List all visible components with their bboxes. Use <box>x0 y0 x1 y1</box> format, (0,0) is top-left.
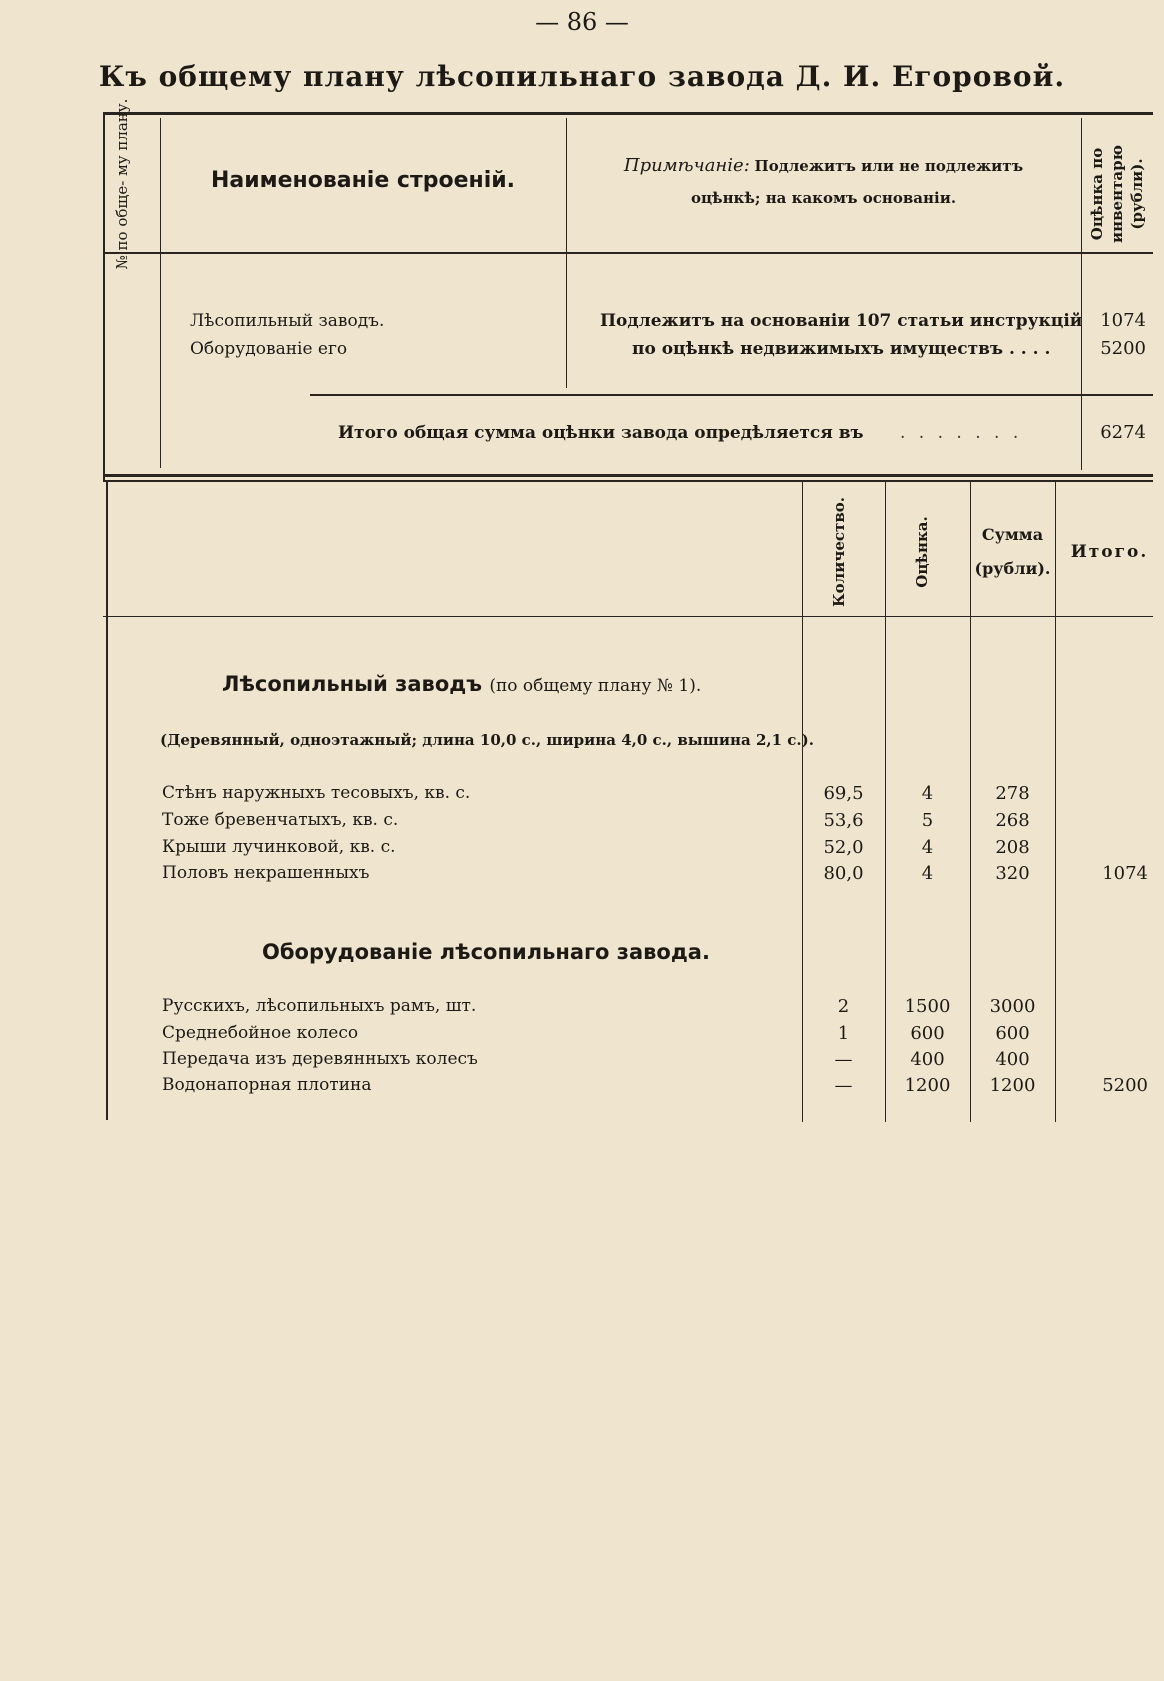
row-sum: 1200 <box>989 1075 1036 1096</box>
row-total: 5200 <box>1102 1075 1148 1096</box>
column-header-rate: Оцѣнка. <box>913 516 931 588</box>
row-sum: 400 <box>995 1049 1030 1070</box>
table-rule <box>103 112 105 480</box>
note-label: Примѣчаніе: <box>623 155 750 176</box>
row-qty: 53,6 <box>823 810 864 831</box>
row-qty: 1 <box>837 1023 850 1044</box>
section-description: (Деревянный, одноэтажный; длина 10,0 с., ширина 4,0 с., вышина 2,1 с.). <box>160 731 814 749</box>
row-label: Тоже бревенчатыхъ, кв. с. <box>162 810 399 830</box>
total-value: 6274 <box>1100 422 1146 443</box>
row-label: Крыши лучинковой, кв. с. <box>162 837 396 857</box>
note-line-2: оцѣнкѣ; на какомъ основаніи. <box>690 189 957 207</box>
table-rule <box>103 252 1153 254</box>
column-header-note <box>566 150 1081 214</box>
row-rate: 4 <box>921 783 934 804</box>
building-value: 1074 <box>1100 310 1146 331</box>
column-header-sum <box>970 518 1055 586</box>
page-title: Къ общему плану лѣсопильнаго завода Д. И. Егоровой. <box>98 60 1066 93</box>
row-rate: 4 <box>921 863 934 884</box>
column-header-total: Итого. <box>1070 542 1149 562</box>
row-sum: 320 <box>995 863 1030 884</box>
sum-header-line-2: (рубли). <box>974 559 1051 578</box>
table-rule <box>106 480 108 1120</box>
row-label: Передача изъ деревянныхъ колесъ <box>162 1049 478 1069</box>
total-label: Итого общая сумма оцѣнки завода опредѣляется въ <box>338 423 864 443</box>
note-line-1: Подлежитъ или не подлежитъ <box>754 157 1024 175</box>
building-name: Оборудованіе его <box>190 339 348 359</box>
table-rule <box>103 112 1153 115</box>
row-sum: 3000 <box>989 996 1036 1017</box>
row-rate: 1500 <box>904 996 951 1017</box>
building-name: Лѣсопильный заводъ. <box>190 311 385 331</box>
row-sum: 600 <box>995 1023 1030 1044</box>
row-label: Русскихъ, лѣсопильныхъ рамъ, шт. <box>162 996 477 1016</box>
note-text: по оцѣнкѣ недвижимыхъ имуществъ . . . . <box>632 339 1051 359</box>
row-label: Половъ некрашенныхъ <box>162 863 370 883</box>
sum-header-line-1: Сумма <box>981 525 1044 544</box>
row-rate: 600 <box>910 1023 945 1044</box>
row-qty: 80,0 <box>823 863 864 884</box>
row-rate: 400 <box>910 1049 945 1070</box>
column-header-value: Оцѣнка по инвентарю (рубли). <box>1088 145 1146 243</box>
row-qty: 2 <box>837 996 850 1017</box>
row-label: Среднебойное колесо <box>162 1023 359 1043</box>
column-header-name: Наименованіе строеній. <box>210 168 516 193</box>
table-rule <box>310 394 1153 396</box>
table-rule <box>1081 118 1082 470</box>
building-value: 5200 <box>1100 338 1146 359</box>
row-label: Стѣнъ наружныхъ тесовыхъ, кв. с. <box>162 783 471 803</box>
row-rate: 4 <box>921 837 934 858</box>
table-rule <box>103 480 1153 482</box>
row-rate: 5 <box>921 810 934 831</box>
column-header-number: № по обще- му плану. <box>113 98 131 270</box>
note-text: Подлежитъ на основаніи 107 статьи инструкцій <box>600 311 1083 331</box>
row-qty: — <box>834 1049 853 1070</box>
row-qty: — <box>834 1075 853 1096</box>
row-qty: 52,0 <box>823 837 864 858</box>
section-title: Оборудованіе лѣсопильнаго завода. <box>262 940 710 964</box>
row-total: 1074 <box>1102 863 1148 884</box>
section-title-text: Лѣсопильный заводъ <box>222 672 483 696</box>
table-rule <box>1055 482 1056 1122</box>
table-rule <box>103 616 1153 617</box>
section-title <box>222 672 701 696</box>
row-label: Водонапорная плотина <box>162 1075 372 1095</box>
column-header-quantity: Количество. <box>830 497 848 607</box>
row-rate: 1200 <box>904 1075 951 1096</box>
total-dots: . . . . . . . <box>900 423 1023 443</box>
page-number: — 86 — <box>535 8 629 36</box>
row-qty: 69,5 <box>823 783 864 804</box>
section-subtitle: (по общему плану № 1). <box>489 676 702 696</box>
row-sum: 278 <box>995 783 1030 804</box>
table-rule <box>103 474 1153 477</box>
row-sum: 268 <box>995 810 1030 831</box>
row-sum: 208 <box>995 837 1030 858</box>
